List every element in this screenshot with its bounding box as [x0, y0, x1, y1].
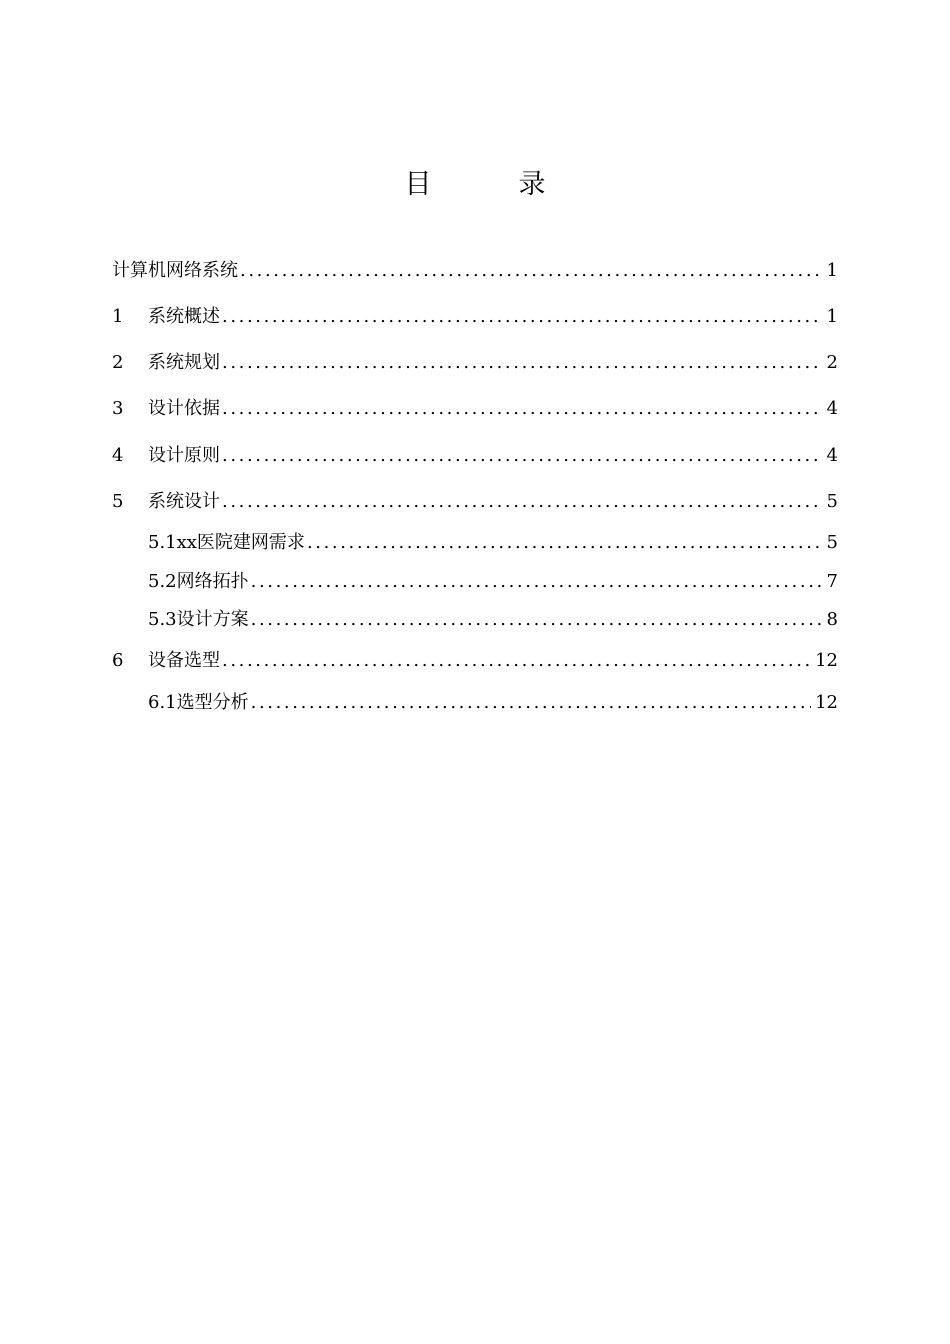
- toc-entry-page: 4: [826, 398, 838, 419]
- toc-entry-label: 系统概述: [148, 306, 220, 327]
- toc-entry-label: 计算机网络系统: [112, 260, 238, 281]
- dot-leader: [251, 692, 811, 713]
- dot-leader: [222, 398, 823, 419]
- toc-entry-number: 6: [112, 650, 124, 671]
- toc-entry[interactable]: [112, 487, 838, 513]
- toc-entry-page: 8: [826, 609, 838, 630]
- toc-entry-page: 12: [815, 692, 838, 713]
- toc-entry-label: 设计依据: [148, 398, 220, 419]
- toc-entry-page: 5: [826, 532, 838, 553]
- toc-entry-label: 设计原则: [148, 445, 220, 466]
- toc-entry[interactable]: [112, 441, 838, 467]
- toc-entry-number: 1: [112, 306, 124, 327]
- toc-entry-number: 2: [112, 352, 124, 373]
- toc-title: 目 录: [404, 169, 576, 200]
- toc-entry-page: 7: [826, 571, 838, 592]
- toc-entry[interactable]: [112, 302, 838, 328]
- toc-entry-page: 5: [826, 491, 838, 512]
- dot-leader: [222, 491, 823, 512]
- toc-entry-label: 6.1选型分析: [148, 692, 249, 713]
- toc-entry-page: 12: [815, 650, 838, 671]
- dot-leader: [307, 532, 823, 553]
- toc-entry-label: 5.1xx医院建网需求: [148, 532, 305, 553]
- toc-entry[interactable]: [148, 567, 838, 593]
- toc-entry[interactable]: [112, 646, 838, 672]
- toc-entry-label: 5.2网络拓扑: [148, 571, 249, 592]
- toc-entry-page: 1: [826, 260, 838, 281]
- toc-entry-number: 5: [112, 491, 124, 512]
- toc-entry-label: 5.3设计方案: [148, 609, 249, 630]
- toc-entry[interactable]: [112, 348, 838, 374]
- toc-entry[interactable]: [148, 528, 838, 554]
- toc-entry[interactable]: [148, 605, 838, 631]
- toc-entry-number: 3: [112, 398, 124, 419]
- toc-entry[interactable]: [112, 256, 838, 282]
- dot-leader: [222, 352, 823, 373]
- toc-entry-page: 1: [826, 306, 838, 327]
- toc-entry-number: 4: [112, 445, 124, 466]
- dot-leader: [222, 306, 823, 327]
- dot-leader: [222, 445, 823, 466]
- toc-entry[interactable]: [148, 688, 838, 714]
- toc-entry-label: 系统规划: [148, 352, 220, 373]
- dot-leader: [251, 571, 823, 592]
- toc-entry-page: 4: [826, 445, 838, 466]
- dot-leader: [240, 260, 823, 281]
- dot-leader: [251, 609, 823, 630]
- toc-entry-label: 设备选型: [148, 650, 220, 671]
- dot-leader: [222, 650, 811, 671]
- toc-entry-label: 系统设计: [148, 491, 220, 512]
- toc-entry-page: 2: [826, 352, 838, 373]
- toc-entry[interactable]: [112, 394, 838, 420]
